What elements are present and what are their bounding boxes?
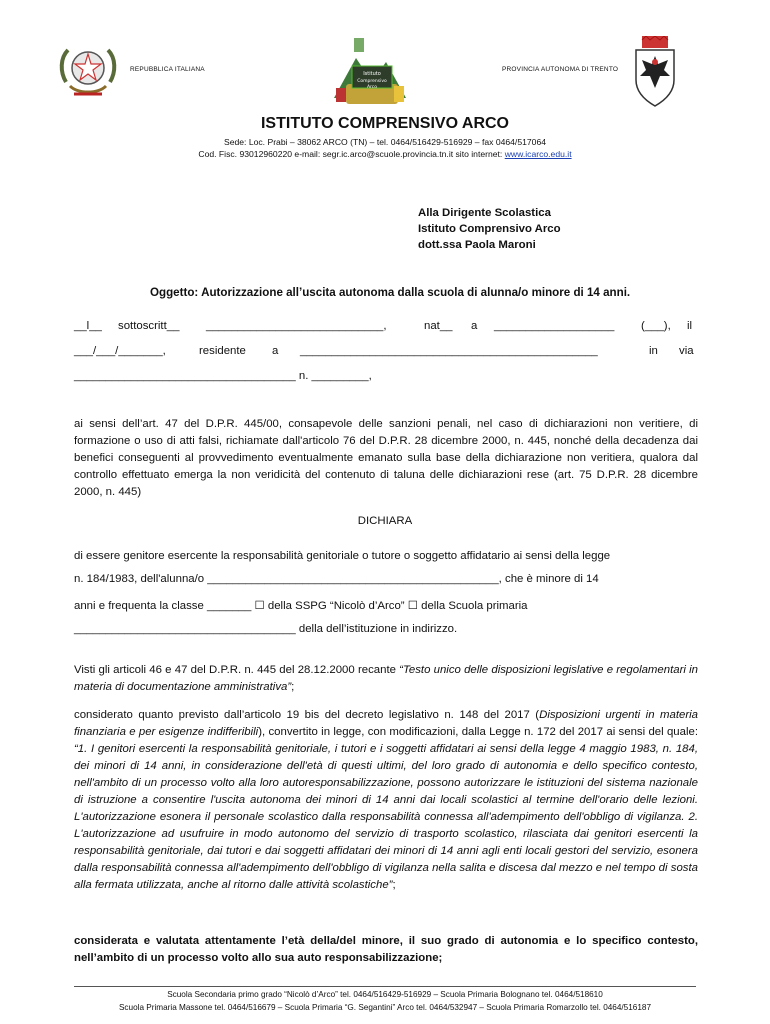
recipient-line2: Istituto Comprensivo Arco (418, 223, 561, 235)
subject-line: Oggetto: Autorizzazione all’uscita autonoma dalla scuola di alunna/o minore di 14 anni. (150, 286, 631, 299)
genitore-line4[interactable]: ___________________________________ della dell’istituzione in indirizzo. (74, 623, 458, 635)
right-label: PROVINCIA AUTONOMA DI TRENTO (502, 66, 619, 73)
svg-text:Comprensivo: Comprensivo (357, 79, 387, 84)
left-label: REPUBBLICA ITALIANA (130, 66, 205, 73)
recipient-line3: dott.ssa Paola Maroni (418, 239, 536, 251)
trento-eagle-crest-icon (632, 36, 678, 108)
declaration-paragraph: ai sensi dell’art. 47 del D.P.R. 445/00, consapevole delle sanzioni penali, nel caso di dichiarazioni non veritiere, di formazione o uso di atti falsi, richiamate dall'articolo 76 del D.P.R. 28 dicembre 2000, n. 445, nonché della decadenza dai benefici conseguenti al provvedimento eventualmente emanato sulla base della dichiarazione non veritiera, qualora dal controllo effettuato emerga la non veridicità del contenuto di taluna delle dichiarazioni rese (art. 75 D.P.R. 28 dicembre 2000, n. 445) (74, 418, 698, 498)
form-row-2-field-4[interactable]: _______________________________________________ (300, 345, 598, 357)
form-row-2-field-6: via (679, 345, 694, 357)
considerato-paragraph (74, 707, 698, 894)
svg-text:Arco: Arco (366, 85, 378, 90)
form-row-1-field-3[interactable]: ____________________________, (206, 320, 387, 332)
considerato-text-3: ; (392, 879, 396, 891)
school-logo-icon (328, 38, 412, 110)
italian-republic-emblem-icon (56, 38, 120, 100)
considerato-italic-1: Disposizioni urgenti in materia finanziaria e per esigenze indifferibili (74, 709, 698, 738)
considerato-quote: “1. I genitori esercenti la responsabilità genitoriale, i tutori e i soggetti affidatari ai sensi della legge 4 maggio 1983, n. 184, dei minori di 14 anni, in considerazione dell'età di questi ultimi, del loro grado di autonomia e dello specifico contesto, nell'ambito di un processo volto alla loro autoresponsabilizzazione, possono autorizzare le istituzioni del sistema nazionale di istruzione a consentire l'uscita autonoma dei minori di 14 anni dai locali scolastici al termine dell'orario delle lezioni. L'autorizzazione esonera il personale scolastico dalla responsabilità connessa all'adempimento dell'obbligo di vigilanza. 2. L'autorizzazione ad usufruire in modo autonomo del servizio di trasporto scolastico, rilasciata dai genitori esercenti la responsabilità genitoriale, dai tutori e dai soggetti affidatari dei minori di 14 anni agli enti locali gestori del servizio, esonera dalla responsabilità connessa all'adempimento dell'obbligo di vigilanza nella salita e discesa dal mezzo e nel tempo di sosta alla fermata utilizzata, anche al ritorno dalle attività scolastiche” (74, 743, 698, 891)
form-row-1-field-6[interactable]: ___________________ (494, 320, 615, 332)
school-title: ISTITUTO COMPRENSIVO ARCO (260, 115, 509, 132)
school-info-line2 (0, 149, 770, 159)
form-row-2-field-5: in (649, 345, 658, 357)
svg-text:Istituto: Istituto (363, 71, 381, 77)
form-row-3[interactable]: ___________________________________ n. _________, (74, 370, 372, 382)
form-row-2-field-1[interactable]: ___/___/_______, (74, 345, 166, 357)
footer-line2: Scuola Primaria Massone tel. 0464/516679 – Scuola Primaria “G. Segantini” Arco tel. 0464/532947 – Scuola Primaria Romarzollo tel. 0464/516187 (118, 1003, 652, 1012)
considerato-text-1: considerato quanto previsto dall’articolo 19 bis del decreto legislativo n. 148 del 2017 ( (74, 709, 540, 721)
genitore-line3[interactable]: anni e frequenta la classe _______ ☐ della SSPG “Nicolò d’Arco” ☐ della Scuola primaria (74, 600, 528, 612)
footer-line1: Scuola Secondaria primo grado “Nicolò d’Arco” tel. 0464/516429-516929 – Scuola Primaria Bolognano tel. 0464/518610 (167, 990, 603, 999)
genitore-line2[interactable]: n. 184/1983, dell'alunna/o ______________________________________________, che è minore di 14 (74, 573, 599, 585)
recipient-line1: Alla Dirigente Scolastica (418, 207, 551, 219)
visti-title-italic: “Testo unico delle disposizioni legislative e regolamentari in materia di documentazione amministrativa” (74, 664, 699, 693)
visti-text: Visti gli articoli 46 e 47 del D.P.R. n. 445 del 28.12.2000 recante (74, 664, 400, 676)
form-row-2-field-3: a (272, 345, 279, 357)
form-row-1-field-7[interactable]: (___), (641, 320, 671, 332)
visti-suffix: ; (291, 681, 295, 693)
genitore-line1: di essere genitore esercente la responsabilità genitoriale o tutore o soggetto affidatario ai sensi della legge (74, 550, 611, 562)
form-row-1-field-1[interactable]: __l__ (74, 320, 102, 332)
considerata-paragraph: considerata e valutata attentamente l’età della/del minore, il suo grado di autonomia e lo specifico contesto, nell’ambito di un processo volto allo sua auto responsabilizzazione; (74, 935, 698, 964)
form-row-1-field-4[interactable]: nat__ (424, 320, 453, 332)
website-link[interactable]: www.icarco.edu.it (504, 149, 572, 159)
footer-divider (74, 986, 696, 987)
visti-paragraph (74, 662, 698, 696)
recipient-block (418, 205, 561, 253)
form-row-1-field-8: il (687, 320, 693, 332)
form-row-1-field-5: a (471, 320, 478, 332)
school-info-contacts: Cod. Fisc. 93012960220 e-mail: segr.ic.arco@scuole.provincia.tn.it sito internet: (198, 149, 505, 159)
dichiara-heading: DICHIARA (357, 515, 413, 527)
considerato-text-2: ), convertito in legge, con modificazioni, dalla Legge n. 172 del 2017 ai sensi del quale: (258, 726, 698, 738)
school-info-line1: Sede: Loc. Prabi – 38062 ARCO (TN) – tel. 0464/516429-516929 – fax 0464/517064 (223, 137, 546, 147)
form-row-2-field-2: residente (199, 345, 246, 357)
form-row-1-field-2: sottoscritt__ (118, 320, 180, 332)
